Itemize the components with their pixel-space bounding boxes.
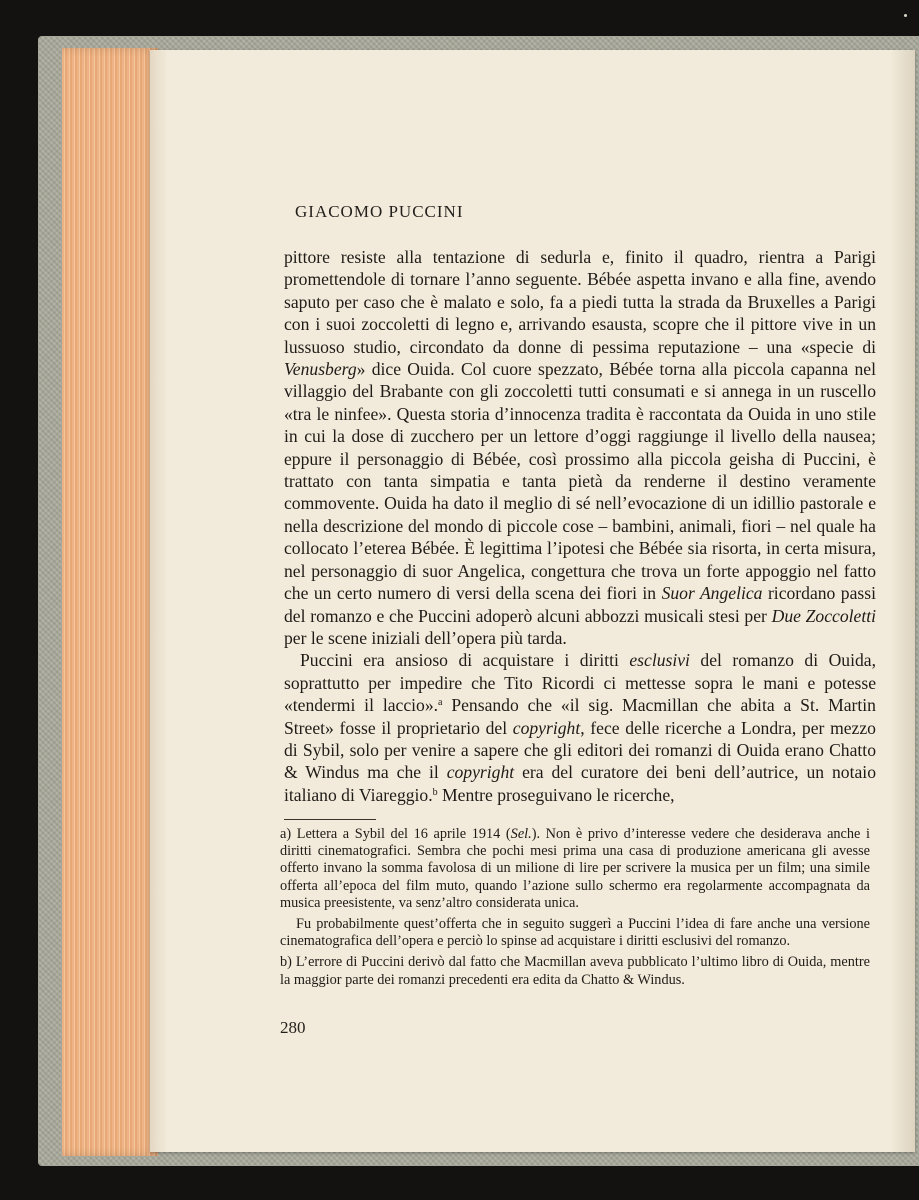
text-span: Pensando che «il sig. Macmillan che abita a St. Martin Street» fosse il proprietario del <box>284 695 876 738</box>
italic-venusberg: Venusberg <box>284 359 357 380</box>
dust-speck <box>904 14 907 17</box>
text-span: » dice Ouida. Col cuore spezzato, Bébée torna alla piccola capanna nel villaggio del Brabante con gli zoccoletti tutti consumati e si annega in un ruscello «tra le ninfee». Questa storia d’innocenza tradita è raccontata da Ouida in uno stile in cui la dose di zucchero per un lettore d’oggi raggiunge il livello della nausea; eppure il personaggio di Bébée, così prossimo alla piccola geisha di Puccini, è trattato con tanta simpatia e tanta pietà da renderne il destino veramente commovente. Ouida ha dato il meglio di sé nell’evocazione di un idillio pastorale e nella descrizione del mondo di piccole cose – bambini, animali, fiori – nel quale ha collocato l’eterea Bébée. È legittima l’ipotesi che Bébée sia risorta, in certa misura, nel personaggio di suor Angelica, congettura che trova un forte appoggio nel fatto che un certo numero di versi della scena dei fiori in <box>284 359 876 604</box>
footnote-ref-b: b <box>432 786 438 798</box>
text-span: Mentre proseguivano le ricerche, <box>437 784 675 805</box>
main-text <box>284 246 876 806</box>
text-span: per le scene iniziali dell’opera più tarda. <box>284 627 567 648</box>
text-span: , fece delle ricerche a Londra, per mezzo di Sybil, solo per venire a sapere che gli editori dei romanzi di Ouida erano Chatto & Windus ma che il <box>284 717 876 783</box>
paragraph-1 <box>284 246 876 649</box>
paragraph-2 <box>284 649 876 806</box>
italic-copyright: copyright <box>446 762 515 783</box>
footnote-rule <box>284 819 376 820</box>
text-span: del romanzo di Ouida, soprattutto per impedire che Tito Ricordi ci mettesse sopra le mani e potesse «tendermi il laccio». <box>284 650 876 716</box>
italic-suor-angelica: Suor Angelica <box>661 583 763 604</box>
footnote-ref-a: a <box>438 697 443 709</box>
text-span: ricordano passi del romanzo e che Puccini adoperò alcuni abbozzi musicali stesi per <box>284 583 876 626</box>
italic-sel: Sel. <box>510 826 532 842</box>
page-number: 280 <box>280 1018 306 1037</box>
footnotes <box>280 826 870 993</box>
italic-copyright: copyright <box>512 717 581 738</box>
italic-esclusivi: esclusivi <box>629 650 690 671</box>
page-edges <box>62 48 158 1156</box>
text-span: a) Lettera a Sybil del 16 aprile 1914 ( <box>280 826 511 842</box>
running-head: GIACOMO PUCCINI <box>295 202 464 221</box>
text-span: pittore resiste alla tentazione di sedurla e, finito il quadro, rientra a Parigi promettendole di tornare l’anno seguente. Bébée aspetta invano e alla fine, avendo saputo per caso che è malato e solo, fa a piedi tutta la strada da Bruxelles a Parigi con i suoi zoccoletti di legno e, arrivando esausta, scopre che il pittore vive in un lussuoso studio, circondato da donne di pessima reputazione – una «specie di <box>284 247 876 357</box>
footnote-b: b) L’errore di Puccini derivò dal fatto che Macmillan aveva pubblicato l’ultimo libro di Ouida, mentre la maggior parte dei romanzi precedenti era edita da Chatto & Windus. <box>280 954 870 988</box>
text-span: era del curatore dei beni dell’autrice, un notaio italiano di Viareggio. <box>284 762 876 805</box>
text-span: ). Non è privo d’interesse vedere che desiderava anche i diritti cinematografici. Sembra che pochi mesi prima una casa di produzione americana gli avesse offerto invano la somma favolosa di un milione di lire per scrivere la musica per un film; una simile offerta all’epoca del film muto, quando l’azione sullo schermo era regolarmente accompagnata da musica preesistente, va senz’altro considerata unica. <box>280 826 870 911</box>
italic-due-zoccoletti: Due Zoccoletti <box>771 605 876 626</box>
text-span: Puccini era ansioso di acquistare i diritti <box>300 650 630 671</box>
footnote-a-continued: Fu probabilmente quest’offerta che in seguito suggerì a Puccini l’idea di fare anche una versione cinematografica dell’opera e perciò lo spinse ad acquistare i diritti esclusivi del romanzo. <box>280 916 870 950</box>
footnote-a <box>280 826 870 912</box>
